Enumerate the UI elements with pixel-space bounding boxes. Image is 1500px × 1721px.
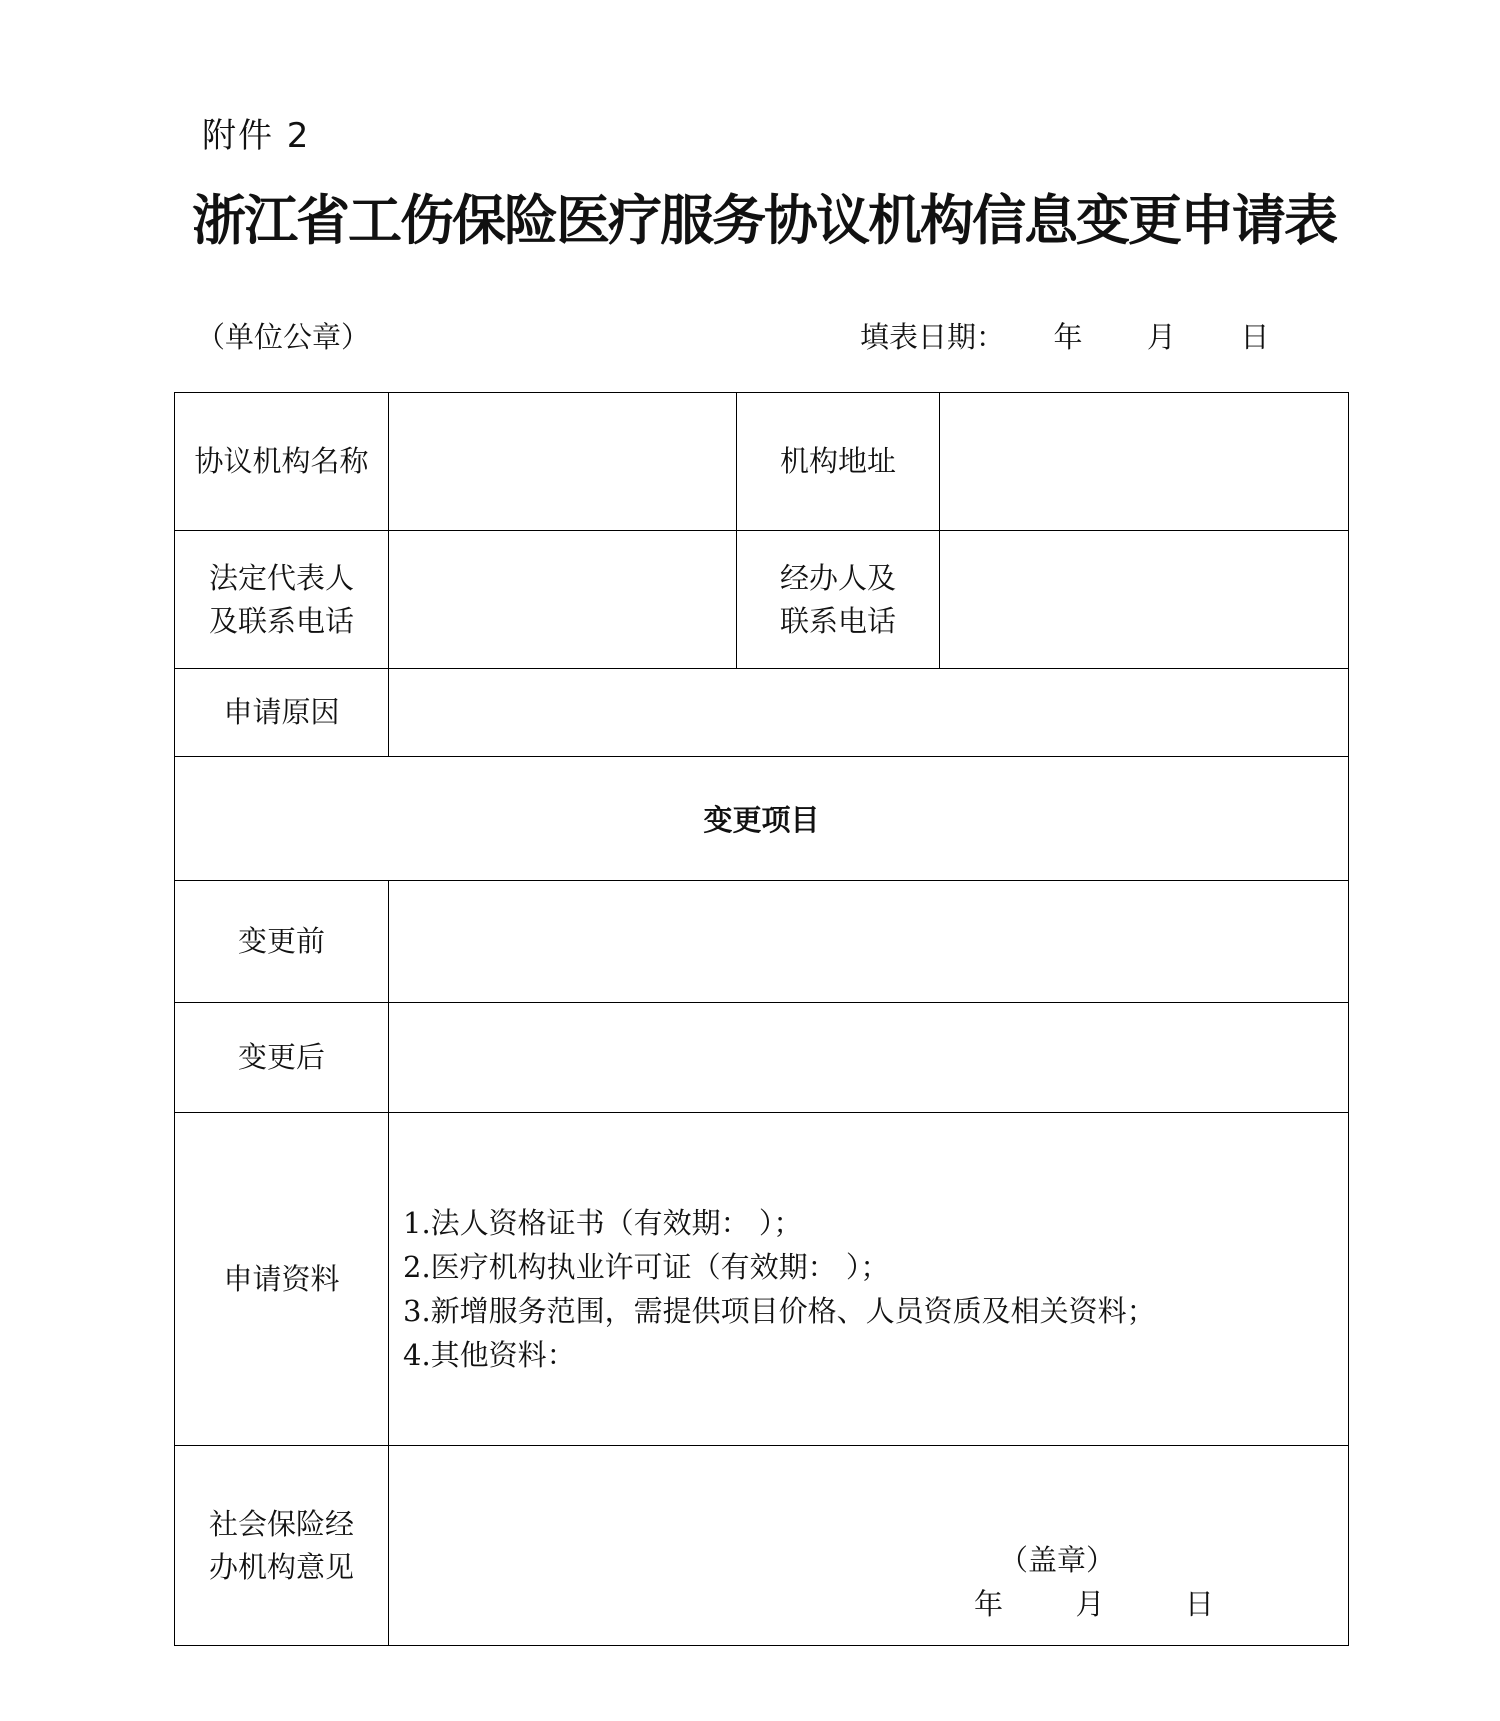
opinion-date-day: 日 (1184, 1587, 1214, 1621)
row-change-items-heading (175, 757, 1349, 881)
opinion-field[interactable] (389, 1446, 1349, 1646)
opinion-label (175, 1446, 389, 1646)
opinion-date (974, 1582, 1214, 1623)
opinion-date-month: 月 (1075, 1587, 1105, 1621)
legal-rep-label-line2: 及联系电话 (208, 603, 354, 638)
materials-item: 1.法人资格证书（有效期： ）； (403, 1206, 803, 1240)
row-before (175, 881, 1349, 1003)
fill-date-year: 年 (1053, 320, 1083, 354)
row-contacts (175, 531, 1349, 669)
opinion-date-year: 年 (974, 1587, 1004, 1621)
application-form-table (174, 392, 1349, 1646)
before-change-label: 变更前 (175, 881, 389, 1003)
materials-list (389, 1113, 1349, 1446)
form-title: 浙江省工伤保险医疗服务协议机构信息变更申请表 (192, 189, 1336, 252)
before-change-field[interactable] (389, 881, 1349, 1003)
row-reason (175, 669, 1349, 757)
fill-date-day: 日 (1240, 320, 1270, 354)
handler-label (737, 531, 940, 669)
after-change-label: 变更后 (175, 1003, 389, 1113)
handler-label-line1: 经办人及 (779, 561, 896, 596)
materials-label: 申请资料 (175, 1113, 389, 1446)
org-name-field[interactable] (389, 393, 737, 531)
row-after (175, 1003, 1349, 1113)
stamp-label: （盖章） (999, 1543, 1116, 1577)
handler-label-line2: 联系电话 (779, 603, 896, 638)
materials-item: 3.新增服务范围，需提供项目价格、人员资质及相关资料； (403, 1294, 1156, 1328)
legal-rep-field[interactable] (389, 531, 737, 669)
opinion-label-line2: 办机构意见 (208, 1549, 354, 1584)
materials-item: 2.医疗机构执业许可证（有效期： ）； (403, 1250, 890, 1284)
change-items-heading: 变更项目 (175, 757, 1349, 881)
row-org-name (175, 393, 1349, 531)
opinion-label-line1: 社会保险经 (208, 1507, 354, 1542)
handler-field[interactable] (940, 531, 1349, 669)
materials-item: 4.其他资料： (403, 1338, 576, 1372)
reason-label: 申请原因 (175, 669, 389, 757)
legal-rep-label-line1: 法定代表人 (208, 561, 354, 596)
org-address-field[interactable] (940, 393, 1349, 531)
row-materials (175, 1113, 1349, 1446)
org-name-label: 协议机构名称 (175, 393, 389, 531)
row-opinion (175, 1446, 1349, 1646)
fill-date (860, 315, 1269, 356)
fill-date-label: 填表日期： (860, 320, 1006, 354)
after-change-field[interactable] (389, 1003, 1349, 1113)
attachment-label: 附件 2 (202, 116, 311, 156)
fill-date-month: 月 (1146, 320, 1176, 354)
org-address-label: 机构地址 (737, 393, 940, 531)
legal-rep-label (175, 531, 389, 669)
reason-field[interactable] (389, 669, 1349, 757)
unit-seal-label: （单位公章） (196, 320, 371, 354)
